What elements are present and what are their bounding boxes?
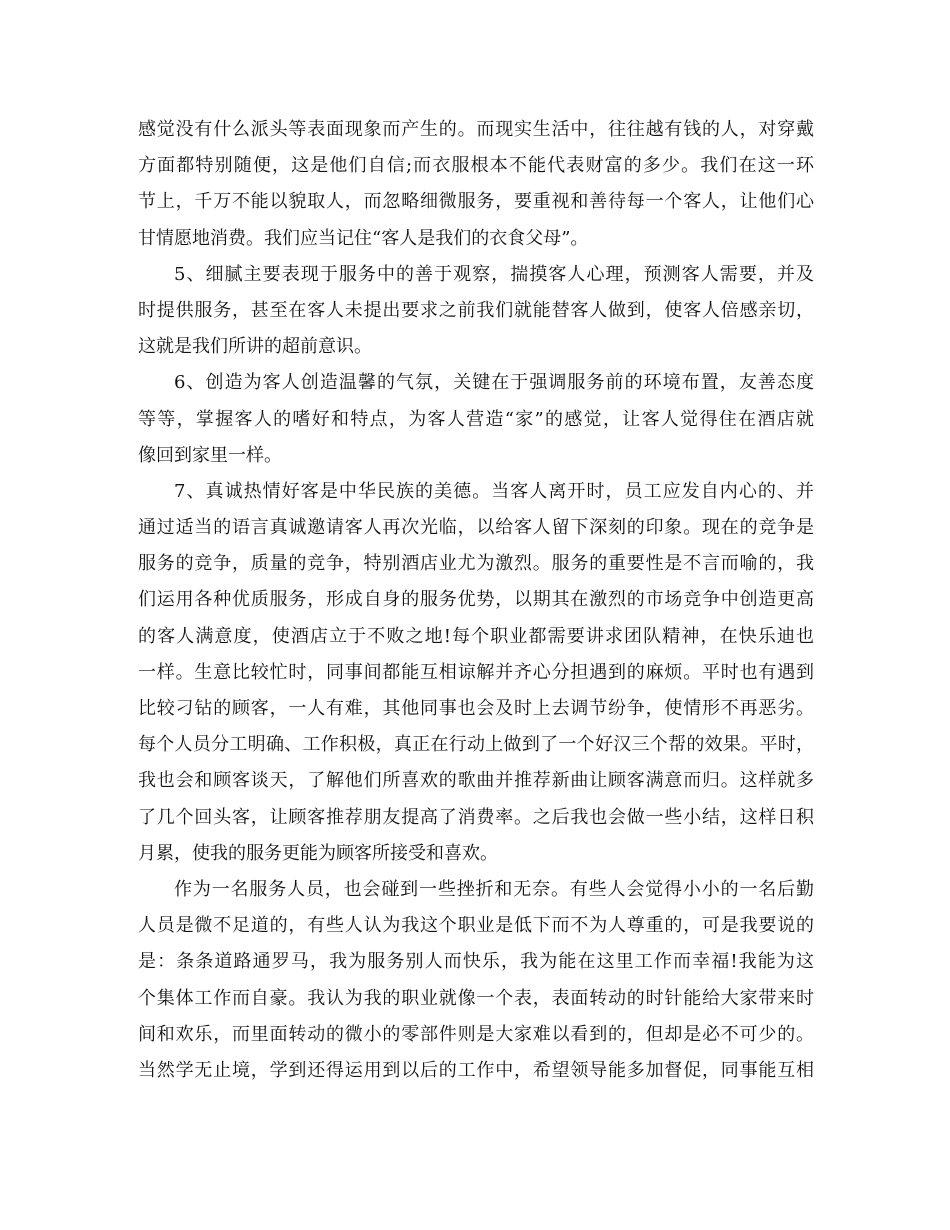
- text-line: 感觉没有什么派头等表面现象而产生的。而现实生活中，往往越有钱的人，对穿戴: [138, 119, 814, 140]
- text-line: 时提供服务，甚至在客人未提出要求之前我们就能替客人做到，使客人倍感亲切，: [138, 299, 814, 321]
- text-line: 服务的竞争，质量的竞争，特别酒店业尤为激烈。服务的重要性是不言而喻的，我: [138, 553, 814, 575]
- text-line: 作为一名服务人员，也会碰到一些挫折和无奈。有些人会觉得小小的一名后勤: [174, 878, 814, 900]
- text-line: 像回到家里一样。: [138, 444, 282, 466]
- text-line: 月累，使我的服务更能为顾客所接受和喜欢。: [138, 842, 498, 864]
- paragraph: [138, 872, 814, 1089]
- text-line: 5、细腻主要表现于服务中的善于观察，揣摸客人心理，预测客人需要，并及: [174, 263, 814, 285]
- paragraph: [138, 112, 814, 257]
- text-line: 6、创造为客人创造温馨的气氛，关键在于强调服务前的环境布置，友善态度: [174, 372, 814, 394]
- paragraph: [138, 474, 814, 872]
- text-line: 一样。生意比较忙时，同事间都能互相谅解并齐心分担遇到的麻烦。平时也有遇到: [138, 661, 814, 683]
- document-body: [138, 112, 814, 1089]
- text-line: 我也会和顾客谈天，了解他们所喜欢的歌曲并推荐新曲让顾客满意而归。这样就多: [138, 770, 814, 792]
- text-line: 当然学无止境，学到还得运用到以后的工作中，希望领导能多加督促，同事能互相: [138, 1059, 814, 1081]
- text-line: 了几个回头客，让顾客推荐朋友提高了消费率。之后我也会做一些小结，这样日积: [138, 806, 814, 828]
- text-line: 是：条条道路通罗马，我为服务别人而快乐，我为能在这里工作而幸福!我能为这: [138, 951, 814, 973]
- text-line: 的客人满意度，使酒店立于不败之地!每个职业都需要讲求团队精神，在快乐迪也: [138, 625, 814, 647]
- text-line: 通过适当的语言真诚邀请客人再次光临，以给客人留下深刻的印象。现在的竞争是: [138, 517, 814, 539]
- text-line: 等等，掌握客人的嗜好和特点，为客人营造“家”的感觉，让客人觉得住在酒店就: [138, 408, 814, 430]
- text-line: 比较刁钻的顾客，一人有难，其他同事也会及时上去调节纷争，使情形不再恶劣。: [138, 698, 814, 719]
- text-line: 每个人员分工明确、工作积极，真正在行动上做到了一个好汉三个帮的效果。平时，: [138, 734, 814, 756]
- text-line: 节上，千万不能以貌取人，而忽略细微服务，要重视和善待每一个客人，让他们心: [138, 191, 814, 213]
- text-line: 们运用各种优质服务，形成自身的服务优势，以期其在激烈的市场竞争中创造更高: [138, 589, 814, 611]
- text-line: 方面都特别随便，这是他们自信;而衣服根本不能代表财富的多少。我们在这一环: [138, 155, 814, 177]
- text-line: 个集体工作而自豪。我认为我的职业就像一个表，表面转动的时针能给大家带来时: [138, 987, 814, 1009]
- paragraph: [138, 365, 814, 474]
- text-line: 人员是微不足道的，有些人认为我这个职业是低下而不为人尊重的，可是我要说的: [138, 915, 814, 937]
- text-line: 7、真诚热情好客是中华民族的美德。当客人离开时，员工应发自内心的、并: [174, 480, 814, 502]
- text-line: 这就是我们所讲的超前意识。: [138, 336, 372, 358]
- paragraph: [138, 257, 814, 366]
- text-line: 甘情愿地消费。我们应当记住“客人是我们的衣食父母”。: [138, 227, 589, 249]
- text-line: 间和欢乐，而里面转动的微小的零部件则是大家难以看到的，但却是必不可少的。: [138, 1023, 814, 1045]
